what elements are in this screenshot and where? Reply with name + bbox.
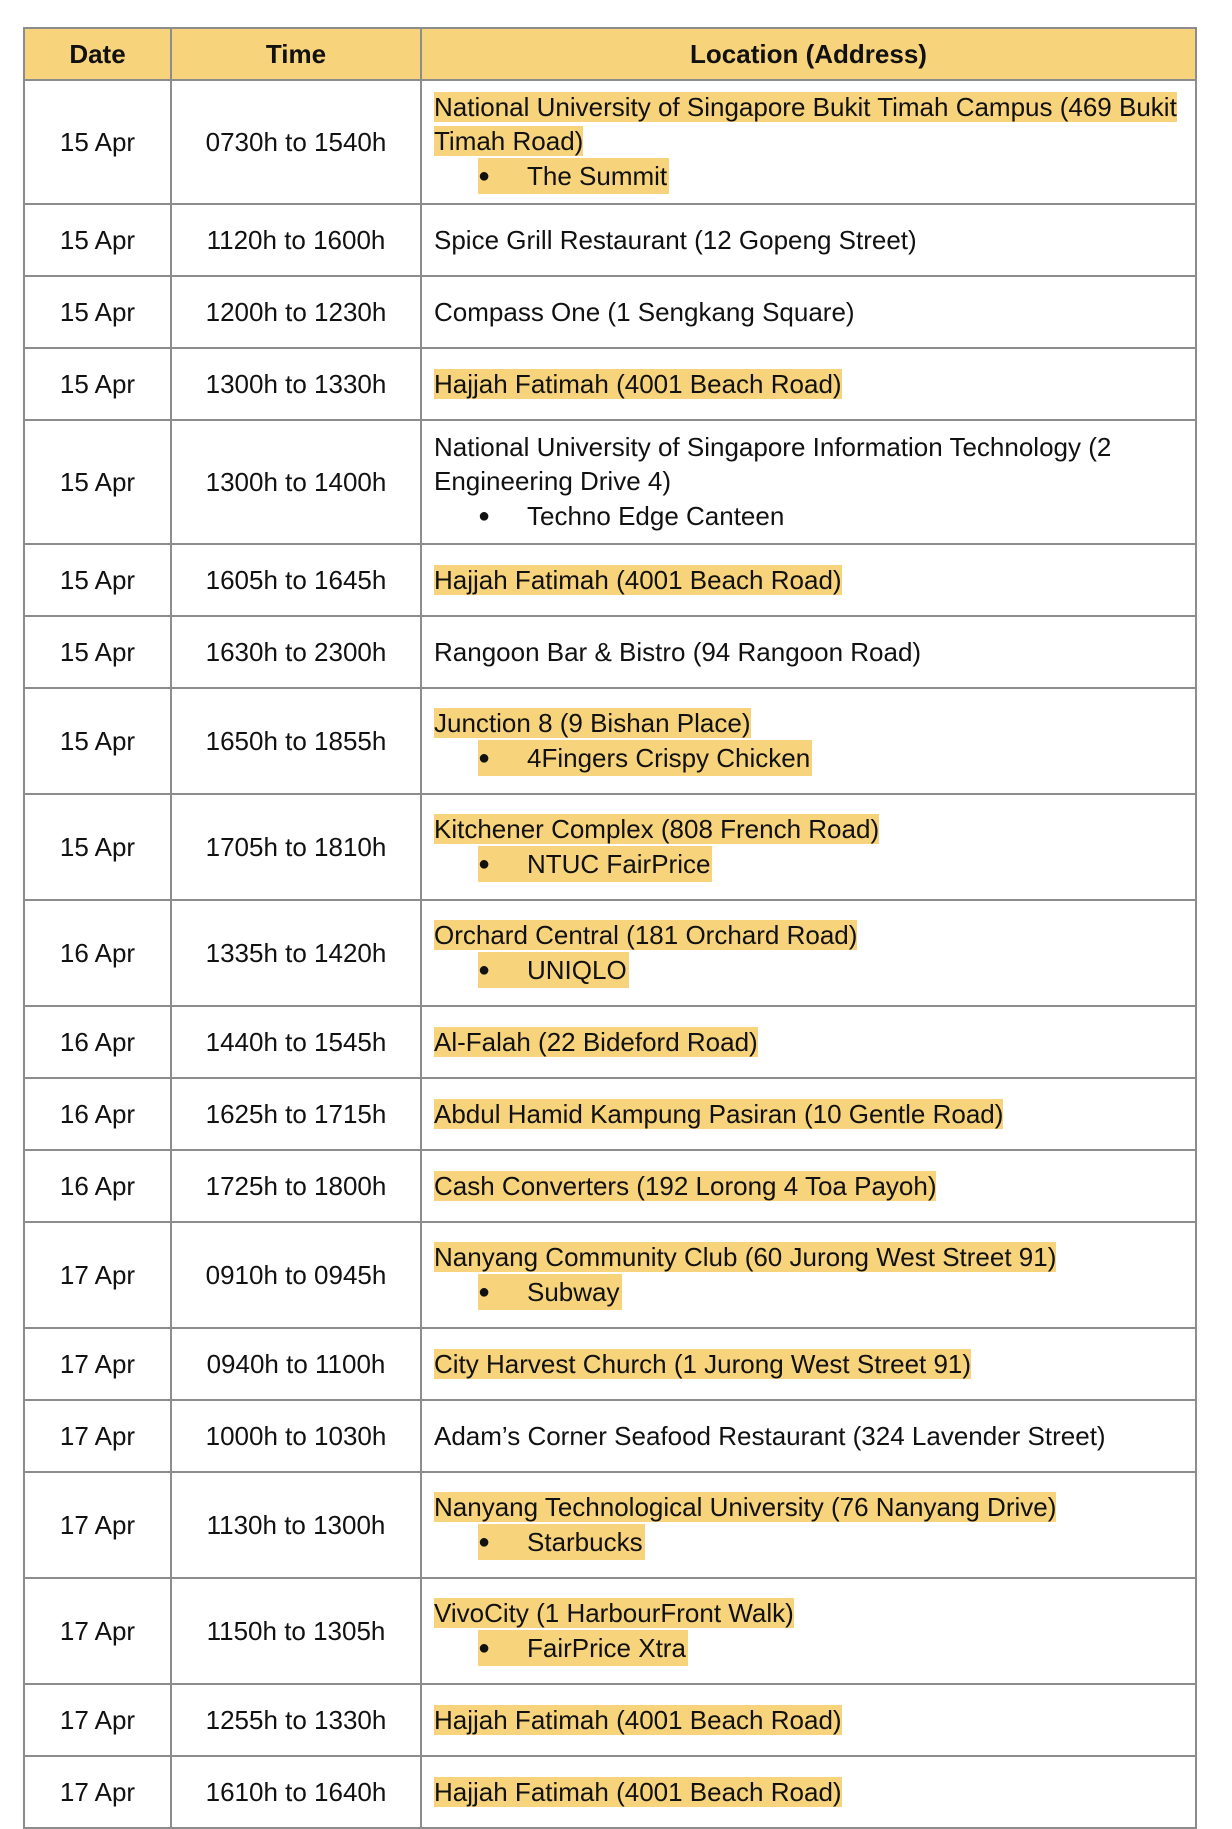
bullet-icon: ●	[478, 505, 491, 527]
date-cell: 17 Apr	[24, 1222, 171, 1328]
date-column-header: Date	[24, 28, 171, 80]
location-address: Kitchener Complex (808 French Road)	[434, 814, 880, 844]
location-address: Hajjah Fatimah (4001 Beach Road)	[434, 369, 842, 399]
location-cell	[421, 1684, 1196, 1756]
time-cell: 0910h to 0945h	[171, 1222, 421, 1328]
table-row	[24, 1006, 1196, 1078]
sub-location-item	[478, 158, 669, 194]
table-row	[24, 1150, 1196, 1222]
date-cell: 17 Apr	[24, 1472, 171, 1578]
date-cell: 17 Apr	[24, 1400, 171, 1472]
location-address: Hajjah Fatimah (4001 Beach Road)	[434, 1777, 842, 1807]
time-cell: 1605h to 1645h	[171, 544, 421, 616]
location-address: Orchard Central (181 Orchard Road)	[434, 920, 858, 950]
location-address: Abdul Hamid Kampung Pasiran (10 Gentle Road)	[434, 1099, 1004, 1129]
location-cell	[421, 1150, 1196, 1222]
table-row	[24, 616, 1196, 688]
date-cell: 15 Apr	[24, 276, 171, 348]
date-cell: 16 Apr	[24, 1006, 171, 1078]
date-cell: 16 Apr	[24, 1150, 171, 1222]
location-column-header: Location (Address)	[421, 28, 1196, 80]
table-row	[24, 80, 1196, 204]
table-row	[24, 794, 1196, 900]
table-row	[24, 544, 1196, 616]
date-cell: 15 Apr	[24, 544, 171, 616]
sub-location-name: The Summit	[527, 161, 668, 191]
sub-location-name: UNIQLO	[527, 955, 627, 985]
table-row	[24, 1328, 1196, 1400]
location-address: City Harvest Church (1 Jurong West Street 91)	[434, 1349, 972, 1379]
table-row	[24, 1684, 1196, 1756]
date-cell: 15 Apr	[24, 80, 171, 204]
time-cell: 1200h to 1230h	[171, 276, 421, 348]
time-cell: 1130h to 1300h	[171, 1472, 421, 1578]
time-cell: 1300h to 1330h	[171, 348, 421, 420]
sub-location-name: Techno Edge Canteen	[527, 501, 785, 531]
date-cell: 15 Apr	[24, 204, 171, 276]
table-row	[24, 420, 1196, 544]
sub-location-item	[478, 498, 786, 534]
sub-location-name: FairPrice Xtra	[527, 1633, 686, 1663]
location-cell	[421, 276, 1196, 348]
table-body	[24, 80, 1196, 1828]
location-address: Junction 8 (9 Bishan Place)	[434, 708, 751, 738]
location-cell	[421, 420, 1196, 544]
location-cell	[421, 204, 1196, 276]
table-row	[24, 1078, 1196, 1150]
location-cell	[421, 794, 1196, 900]
time-column-header: Time	[171, 28, 421, 80]
location-address: Hajjah Fatimah (4001 Beach Road)	[434, 565, 842, 595]
table-header	[24, 28, 1196, 80]
sub-location-name: NTUC FairPrice	[527, 849, 711, 879]
table-row	[24, 1578, 1196, 1684]
date-cell: 17 Apr	[24, 1328, 171, 1400]
time-cell: 1630h to 2300h	[171, 616, 421, 688]
time-cell: 1150h to 1305h	[171, 1578, 421, 1684]
location-cell	[421, 688, 1196, 794]
time-cell: 1610h to 1640h	[171, 1756, 421, 1828]
time-cell: 1300h to 1400h	[171, 420, 421, 544]
bullet-icon: ●	[478, 747, 491, 769]
time-cell: 1120h to 1600h	[171, 204, 421, 276]
location-cell	[421, 1400, 1196, 1472]
table-row	[24, 204, 1196, 276]
date-cell: 17 Apr	[24, 1578, 171, 1684]
location-address: Spice Grill Restaurant (12 Gopeng Street)	[434, 225, 917, 255]
location-cell	[421, 1328, 1196, 1400]
location-address: National University of Singapore Bukit Timah Campus (469 Bukit Timah Road)	[434, 92, 1177, 156]
table-row	[24, 1400, 1196, 1472]
date-cell: 16 Apr	[24, 1078, 171, 1150]
sub-location-item	[478, 846, 712, 882]
location-address: National University of Singapore Information Technology (2 Engineering Drive 4)	[434, 432, 1112, 496]
location-address: Cash Converters (192 Lorong 4 Toa Payoh)	[434, 1171, 937, 1201]
location-address: VivoCity (1 HarbourFront Walk)	[434, 1598, 794, 1628]
location-address: Nanyang Technological University (76 Nanyang Drive)	[434, 1492, 1057, 1522]
date-cell: 15 Apr	[24, 688, 171, 794]
table-row	[24, 1222, 1196, 1328]
location-address: Compass One (1 Sengkang Square)	[434, 297, 855, 327]
date-cell: 17 Apr	[24, 1684, 171, 1756]
sub-location-name: 4Fingers Crispy Chicken	[527, 743, 811, 773]
table-row	[24, 1756, 1196, 1828]
bullet-icon: ●	[478, 959, 491, 981]
location-cell	[421, 1472, 1196, 1578]
bullet-icon: ●	[478, 1281, 491, 1303]
location-address: Hajjah Fatimah (4001 Beach Road)	[434, 1705, 842, 1735]
location-cell	[421, 1006, 1196, 1078]
location-address: Al-Falah (22 Bideford Road)	[434, 1027, 758, 1057]
time-cell: 1725h to 1800h	[171, 1150, 421, 1222]
location-address: Nanyang Community Club (60 Jurong West Street 91)	[434, 1242, 1057, 1272]
location-cell	[421, 544, 1196, 616]
date-cell: 15 Apr	[24, 348, 171, 420]
sub-location-item	[478, 1630, 688, 1666]
time-cell: 1000h to 1030h	[171, 1400, 421, 1472]
table-row	[24, 1472, 1196, 1578]
location-cell	[421, 80, 1196, 204]
sub-location-name: Starbucks	[527, 1527, 643, 1557]
time-cell: 1705h to 1810h	[171, 794, 421, 900]
table-row	[24, 688, 1196, 794]
time-cell: 1335h to 1420h	[171, 900, 421, 1006]
location-address: Rangoon Bar & Bistro (94 Rangoon Road)	[434, 637, 922, 667]
time-cell: 0940h to 1100h	[171, 1328, 421, 1400]
date-cell: 15 Apr	[24, 420, 171, 544]
header-row	[24, 28, 1196, 80]
location-cell	[421, 1078, 1196, 1150]
sub-location-name: Subway	[527, 1277, 620, 1307]
date-cell: 17 Apr	[24, 1756, 171, 1828]
sub-location-item	[478, 740, 812, 776]
location-cell	[421, 900, 1196, 1006]
date-cell: 15 Apr	[24, 616, 171, 688]
location-cell	[421, 348, 1196, 420]
time-cell: 1625h to 1715h	[171, 1078, 421, 1150]
sub-location-item	[478, 1524, 645, 1560]
time-cell: 1650h to 1855h	[171, 688, 421, 794]
time-cell: 0730h to 1540h	[171, 80, 421, 204]
location-cell	[421, 1222, 1196, 1328]
table-row	[24, 900, 1196, 1006]
bullet-icon: ●	[478, 1637, 491, 1659]
sub-location-item	[478, 1274, 622, 1310]
date-cell: 15 Apr	[24, 794, 171, 900]
bullet-icon: ●	[478, 165, 491, 187]
table-row	[24, 276, 1196, 348]
bullet-icon: ●	[478, 853, 491, 875]
table-row	[24, 348, 1196, 420]
location-cell	[421, 1756, 1196, 1828]
location-address: Adam’s Corner Seafood Restaurant (324 Lavender Street)	[434, 1421, 1106, 1451]
location-cell	[421, 1578, 1196, 1684]
location-cell	[421, 616, 1196, 688]
time-cell: 1440h to 1545h	[171, 1006, 421, 1078]
date-cell: 16 Apr	[24, 900, 171, 1006]
time-cell: 1255h to 1330h	[171, 1684, 421, 1756]
bullet-icon: ●	[478, 1531, 491, 1553]
visit-locations-table	[23, 27, 1197, 1829]
sub-location-item	[478, 952, 629, 988]
